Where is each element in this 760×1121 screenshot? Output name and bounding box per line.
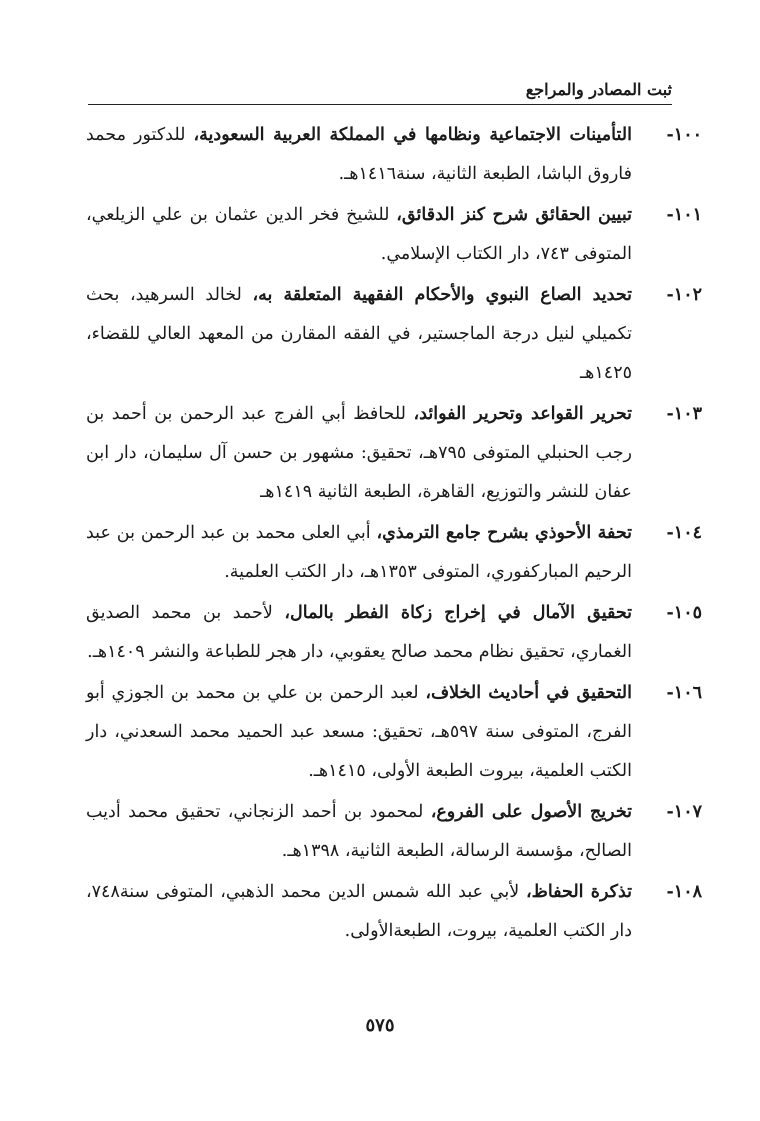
entry-title: تحرير القواعد وتحرير الفوائد، <box>413 404 632 424</box>
bibliography-entry <box>86 873 702 951</box>
entry-title: تذكرة الحفاظ، <box>526 882 632 902</box>
entry-number: ١٠٤- <box>666 523 702 543</box>
entry-text <box>86 395 632 512</box>
bibliography-entry <box>86 276 702 393</box>
header-rule <box>88 104 672 105</box>
bibliography-entry <box>86 196 702 274</box>
entry-details: للدكتور محمد فاروق الباشا، الطبعة الثانية، سنة١٤١٦هـ. <box>86 125 632 184</box>
bibliography-entry <box>86 594 702 672</box>
entry-title: التأمينات الاجتماعية ونظامها في المملكة العربية السعودية، <box>193 125 632 145</box>
entry-title: تبيين الحقائق شرح كنز الدقائق، <box>396 205 632 225</box>
entry-title: تخريج الأصول على الفروع، <box>430 802 633 822</box>
bibliography-entry <box>86 793 702 871</box>
bibliography-entry <box>86 395 702 512</box>
page-number: ٥٧٥ <box>365 1015 395 1036</box>
entry-text <box>86 196 632 274</box>
entry-number: ١٠٨- <box>666 882 702 902</box>
entry-text <box>86 276 632 393</box>
entry-details: لعبد الرحمن بن علي بن محمد بن الجوزي أبو الفرج، المتوفى سنة ٥٩٧هـ، تحقيق: مسعد عبد الحميد محمد السعدني، دار الكتب العلمية، بيروت الطبعة الأولى، ١٤١٥هـ. <box>86 683 633 781</box>
bibliography-entry <box>86 116 702 194</box>
entry-title: التحقيق في أحاديث الخلاف، <box>425 683 632 703</box>
entry-details: لأبي عبد الله شمس الدين محمد الذهبي، المتوفى سنة٧٤٨، دار الكتب العلمية، بيروت، الطبعةالأولى. <box>86 882 632 941</box>
entry-number: ١٠٦- <box>666 683 702 703</box>
bibliography-entry <box>86 674 702 791</box>
bibliography-entry <box>86 514 702 592</box>
bibliography-list <box>86 116 702 951</box>
entry-details: لأحمد بن محمد الصديق الغماري، تحقيق نظام محمد صالح يعقوبي، دار هجر للطباعة والنشر ١٤٠٩هـ. <box>86 603 632 662</box>
entry-details: أبي العلى محمد بن عبد الرحمن بن عبد الرحيم المباركفوري، المتوفى ١٣٥٣هـ، دار الكتب العلمية. <box>86 523 632 582</box>
entry-title: تحقيق الآمال في إخراج زكاة الفطر بالمال، <box>284 603 632 623</box>
entry-number: ١٠٧- <box>666 802 702 822</box>
entry-text <box>86 514 632 592</box>
entry-text <box>86 793 632 871</box>
entry-number: ١٠٣- <box>666 404 702 424</box>
entry-title: تحديد الصاع النبوي والأحكام الفقهية المتعلقة به، <box>252 285 632 305</box>
entry-details: لمحمود بن أحمد الزنجاني، تحقيق محمد أديب الصالح، مؤسسة الرسالة، الطبعة الثانية، ١٣٩٨هـ. <box>86 802 632 861</box>
entry-details: لخالد السرهيد، بحث تكميلي لنيل درجة الماجستير، في الفقه المقارن من المعهد العالي للقضاء، ١٤٢٥هـ <box>86 285 632 383</box>
entry-number: ١٠٠- <box>666 125 702 145</box>
entry-details: للحافظ أبي الفرج عبد الرحمن بن أحمد بن رجب الحنبلي المتوفى ٧٩٥هـ، تحقيق: مشهور بن حسن آل سليمان، دار ابن عفان للنشر والتوزيع، القاهرة، الطبعة الثانية ١٤١٩هـ <box>86 404 632 502</box>
entry-text <box>86 674 632 791</box>
entry-text <box>86 873 632 951</box>
entry-number: ١٠١- <box>666 205 702 225</box>
entry-title: تحفة الأحوذي بشرح جامع الترمذي، <box>376 523 632 543</box>
entry-number: ١٠٥- <box>666 603 702 623</box>
entry-text <box>86 594 632 672</box>
entry-text <box>86 116 632 194</box>
entry-number: ١٠٢- <box>666 285 702 305</box>
entry-details: للشيخ فخر الدين عثمان بن علي الزيلعي، المتوفى ٧٤٣، دار الكتاب الإسلامي. <box>86 205 632 264</box>
running-header: ثبت المصادر والمراجع <box>525 80 672 99</box>
